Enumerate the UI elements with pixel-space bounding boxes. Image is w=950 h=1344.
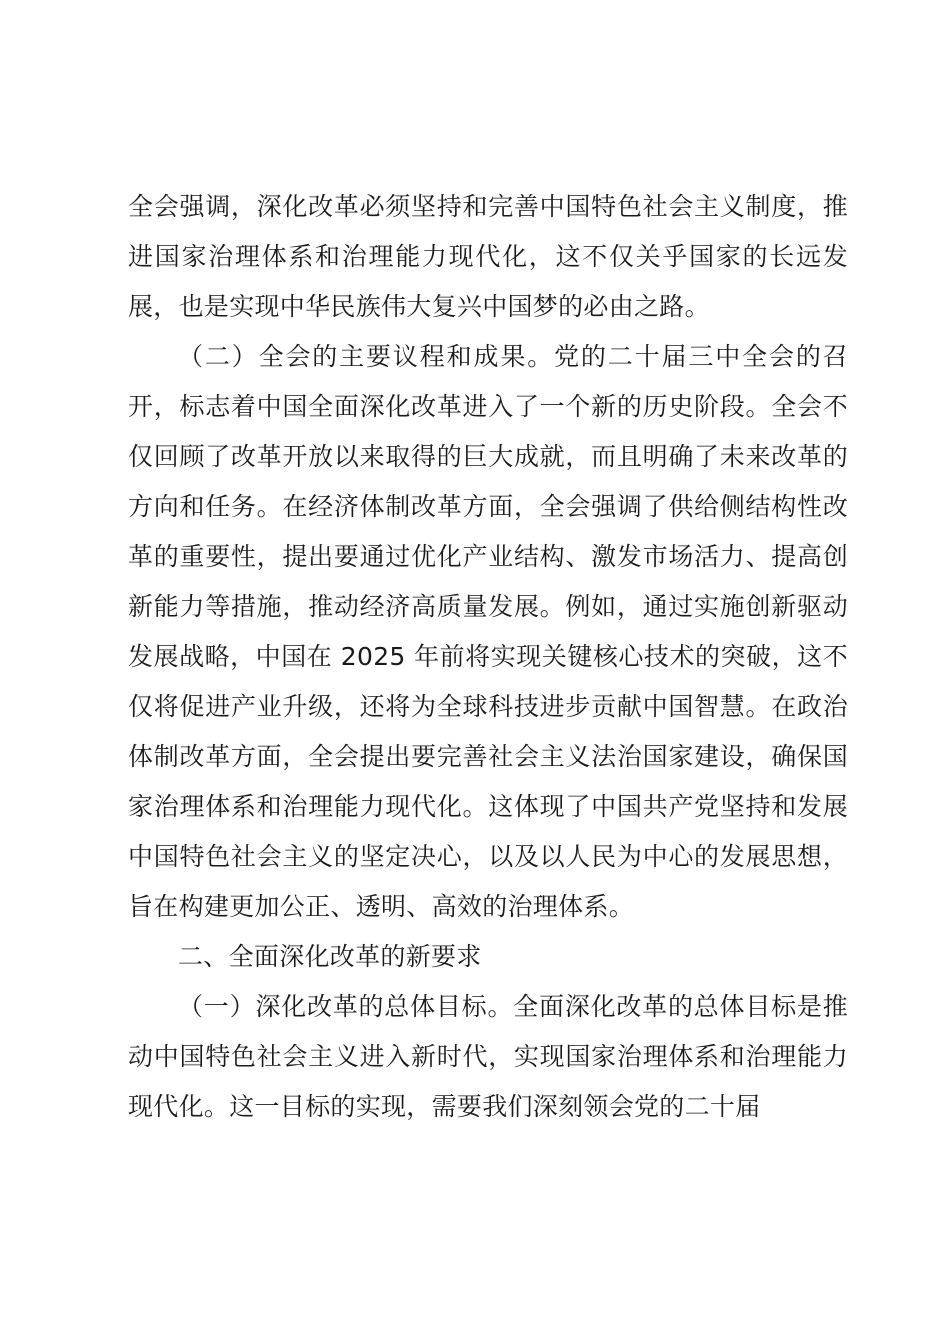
paragraph-2: （二）全会的主要议程和成果。党的二十届三中全会的召开，标志着中国全面深化改革进入了一个新的历史阶段。全会不仅回顾了改革开放以来取得的巨大成就，而且明确了未来改革的方向和任务。在经济体制改革方面，全会强调了供给侧结构性改革的重要性，提出要通过优化产业结构、激发市场活力、提高创新能力等措施，推动经济高质量发展。例如，通过实施创新驱动发展战略，中国在 2025 年前将实现关键核心技术的突破，这不仅将促进产业升级，还将为全球科技进步贡献中国智慧。在政治体制改革方面，全会提出要完善社会主义法治国家建设，确保国家治理体系和治理能力现代化。这体现了中国共产党坚持和发展中国特色社会主义的坚定决心，以及以人民为中心的发展思想，旨在构建更加公正、透明、高效的治理体系。 — [128, 342, 848, 921]
paragraph-3: （一）深化改革的总体目标。全面深化改革的总体目标是推动中国特色社会主义进入新时代，实现国家治理体系和治理能力现代化。这一目标的实现，需要我们深刻领会党的二十届 — [128, 992, 848, 1121]
document-body — [128, 182, 848, 1132]
section-heading: 二、全面深化改革的新要求 — [178, 942, 482, 971]
paragraph-1: 全会强调，深化改革必须坚持和完善中国特色社会主义制度，推进国家治理体系和治理能力现代化，这不仅关乎国家的长远发展，也是实现中华民族伟大复兴中国梦的必由之路。 — [128, 192, 848, 321]
